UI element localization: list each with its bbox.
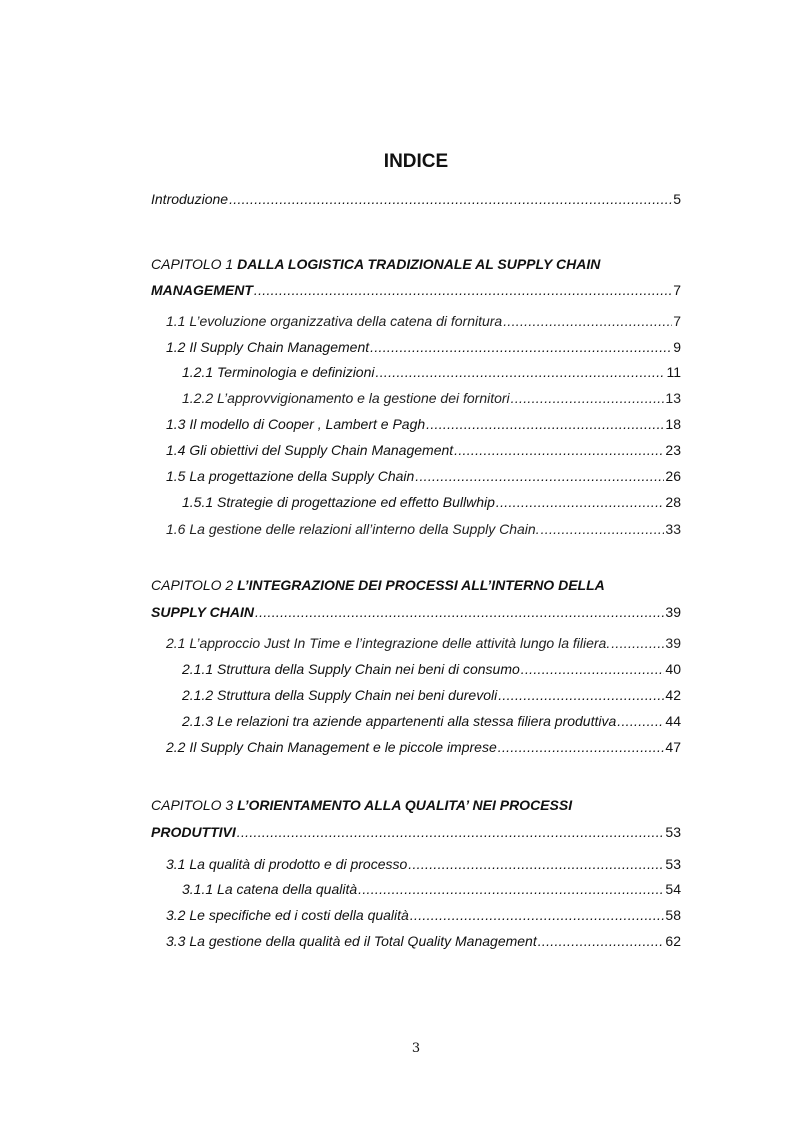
leader-dots <box>611 635 664 651</box>
toc-entry[interactable] <box>182 364 681 380</box>
toc-page-number: 23 <box>665 442 681 458</box>
toc-entry-text: 3.1.1 La catena della qualità <box>182 881 358 897</box>
toc-page-number: 5 <box>673 191 681 207</box>
chapter-2-heading[interactable] <box>151 577 681 593</box>
toc-page-number: 9 <box>673 339 681 355</box>
toc-page-number: 44 <box>665 713 681 729</box>
toc-entry-text: 2.1.2 Struttura della Supply Chain nei beni durevoli <box>182 687 498 703</box>
toc-entry[interactable] <box>182 687 681 703</box>
chapter-title-cont: MANAGEMENT <box>151 282 253 298</box>
toc-page-number: 47 <box>665 739 681 755</box>
toc-page-number: 13 <box>665 390 681 406</box>
leader-dots <box>541 521 665 537</box>
chapter-label: CAPITOLO 2 <box>151 577 238 593</box>
toc-page-number: 7 <box>673 282 681 298</box>
leader-dots <box>415 468 664 484</box>
toc-entry-text: 2.1.3 Le relazioni tra aziende appartenenti alla stessa filiera produttiva <box>182 713 617 729</box>
toc-page-number: 7 <box>673 313 681 329</box>
chapter-title: L’INTEGRAZIONE DEI PROCESSI ALL’INTERNO DELLA <box>237 577 605 593</box>
toc-entry[interactable] <box>182 661 681 677</box>
toc-entry-text: 1.2 Il Supply Chain Management <box>166 339 370 355</box>
toc-page-number: 11 <box>666 364 681 380</box>
chapter-3-title-line[interactable] <box>151 824 681 840</box>
page-title: INDICE <box>383 151 449 172</box>
toc-entry[interactable] <box>182 713 681 729</box>
toc-entry-text: 1.2.2 L’approvvigionamento e la gestione dei fornitori <box>182 390 510 406</box>
leader-dots <box>498 739 665 755</box>
toc-entry-text: 1.1 L’evoluzione organizzativa della catena di fornitura <box>166 313 503 329</box>
toc-entry[interactable] <box>166 521 681 537</box>
toc-page-number: 53 <box>665 856 681 872</box>
toc-entry[interactable] <box>166 442 681 458</box>
leader-dots <box>254 282 672 298</box>
toc-entry[interactable] <box>166 907 681 923</box>
toc-page-number: 42 <box>665 687 681 703</box>
toc-page-number: 62 <box>665 933 681 949</box>
toc-entry[interactable] <box>166 468 681 484</box>
leader-dots <box>376 364 666 380</box>
chapter-3-heading[interactable] <box>151 797 681 813</box>
leader-dots <box>617 713 664 729</box>
toc-entry[interactable] <box>166 933 681 949</box>
toc-page-number: 58 <box>665 907 681 923</box>
chapter-1-heading[interactable] <box>151 256 681 272</box>
toc-page-number: 18 <box>665 416 681 432</box>
toc-entry-text: Introduzione <box>151 191 229 207</box>
leader-dots <box>410 907 665 923</box>
chapter-label: CAPITOLO 3 <box>151 797 238 813</box>
toc-page-number: 40 <box>665 661 681 677</box>
leader-dots <box>496 494 665 510</box>
toc-entry[interactable] <box>166 313 681 329</box>
toc-entry-text: 1.6 La gestione delle relazioni all’interno della Supply Chain. <box>166 521 540 537</box>
toc-entry-text: 1.2.1 Terminologia e definizioni <box>182 364 375 380</box>
chapter-2-title-line[interactable] <box>151 604 681 620</box>
toc-entry[interactable] <box>182 390 681 406</box>
leader-dots <box>538 933 665 949</box>
toc-entry[interactable] <box>166 739 681 755</box>
leader-dots <box>511 390 665 406</box>
toc-entry-text: 2.2 Il Supply Chain Management e le piccole imprese <box>166 739 497 755</box>
chapter-title: L’ORIENTAMENTO ALLA QUALITA’ NEI PROCESSI <box>237 797 573 813</box>
chapter-1-title-line[interactable] <box>151 282 681 298</box>
toc-entry[interactable] <box>166 416 681 432</box>
toc-entry[interactable] <box>182 881 681 897</box>
leader-dots <box>358 881 664 897</box>
toc-entry-text: 3.3 La gestione della qualità ed il Total Quality Management <box>166 933 537 949</box>
toc-page-number: 39 <box>665 604 681 620</box>
page-number: 3 <box>411 1041 421 1056</box>
leader-dots <box>498 687 664 703</box>
leader-dots <box>503 313 672 329</box>
toc-entry-text: 2.1 L’approccio Just In Time e l’integrazione delle attività lungo la filiera. <box>166 635 611 651</box>
toc-page-number: 53 <box>665 824 681 840</box>
toc-page-number: 28 <box>665 494 681 510</box>
toc-entry[interactable] <box>166 339 681 355</box>
toc-entry-text: 1.5 La progettazione della Supply Chain <box>166 468 415 484</box>
leader-dots <box>237 824 665 840</box>
toc-page-number: 54 <box>665 881 681 897</box>
toc-page-number: 39 <box>665 635 681 651</box>
toc-entry[interactable] <box>166 856 681 872</box>
toc-entry-text: 3.1 La qualità di prodotto e di processo <box>166 856 408 872</box>
leader-dots <box>255 604 664 620</box>
leader-dots <box>408 856 664 872</box>
toc-page-number: 26 <box>665 468 681 484</box>
leader-dots <box>370 339 672 355</box>
toc-entry[interactable] <box>166 635 681 651</box>
chapter-title-cont: PRODUTTIVI <box>151 824 236 840</box>
toc-entry-text: 1.4 Gli obiettivi del Supply Chain Management <box>166 442 454 458</box>
toc-entry-text: 1.5.1 Strategie di progettazione ed effetto Bullwhip <box>182 494 495 510</box>
chapter-label: CAPITOLO 1 <box>151 256 238 272</box>
leader-dots <box>426 416 664 432</box>
toc-entry-text: 1.3 Il modello di Cooper , Lambert e Pagh <box>166 416 426 432</box>
leader-dots <box>521 661 665 677</box>
toc-entry-text: 3.2 Le specifiche ed i costi della qualità <box>166 907 409 923</box>
leader-dots <box>454 442 664 458</box>
chapter-title-cont: SUPPLY CHAIN <box>151 604 254 620</box>
chapter-title: DALLA LOGISTICA TRADIZIONALE AL SUPPLY CHAIN <box>237 256 601 272</box>
toc-entry-text: 2.1.1 Struttura della Supply Chain nei beni di consumo <box>182 661 520 677</box>
toc-entry[interactable] <box>182 494 681 510</box>
toc-entry-introduction[interactable] <box>151 191 681 207</box>
toc-page-number: 33 <box>665 521 681 537</box>
leader-dots <box>229 191 672 207</box>
